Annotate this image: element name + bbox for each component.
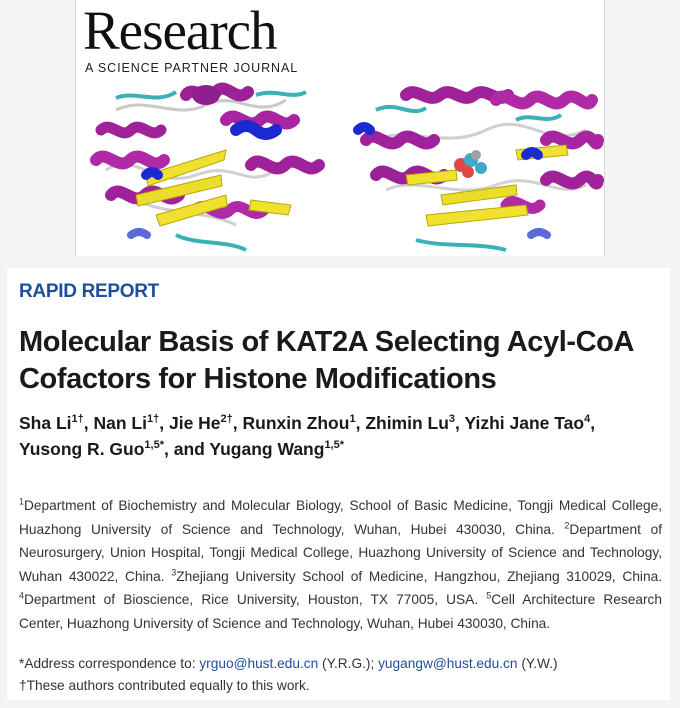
author-affiliation: 1,5* <box>144 439 164 452</box>
author-name: Yugang Wang <box>209 439 325 459</box>
author-affiliation: 2† <box>220 413 233 426</box>
affiliation-number: 4 <box>19 590 25 601</box>
correspondence-prefix: *Address correspondence to: <box>19 656 200 671</box>
author-separator: , <box>83 413 94 433</box>
title-line-2: Cofactors for Histone Modifications <box>19 363 497 395</box>
correspondence-line <box>19 653 558 675</box>
author-affiliation: 1† <box>71 413 84 426</box>
author-affiliation: 1† <box>146 413 160 426</box>
author-affiliation: 1,5* <box>324 439 345 452</box>
affiliation-text: Department of Biochemistry and Molecular Biology, School of Basic Medicine, Tongji Medical College, Huazhong University of Science and Technology, Wuhan, Hubei 430030, China. <box>19 498 662 537</box>
title-line-1: Molecular Basis of KAT2A Selecting Acyl-CoA <box>19 326 635 358</box>
correspondence-initials-2: (Y.W.) <box>517 656 558 671</box>
author-name: Yizhi Jane Tao <box>464 413 585 433</box>
affiliation-number: 1 <box>19 496 25 507</box>
email-link-guo[interactable]: yrguo@hust.edu.cn <box>199 656 319 671</box>
author-name: Nan Li <box>93 413 147 433</box>
affiliation-text: Zhejiang University School of Medicine, Hangzhou, Zhejiang 310029, China. <box>176 568 662 584</box>
journal-subtitle: A SCIENCE PARTNER JOURNAL <box>85 61 299 75</box>
correspondence-initials-1: (Y.R.G.); <box>318 656 379 671</box>
article-header-card <box>7 268 670 700</box>
journal-name: Research <box>83 0 277 61</box>
affiliations <box>19 494 662 635</box>
protein-structure-left <box>96 85 319 250</box>
author-name: Zhimin Lu <box>365 413 449 433</box>
author-separator: , and <box>164 439 210 459</box>
correspondence-block <box>19 653 558 697</box>
author-list <box>19 410 659 462</box>
author-affiliation: 4 <box>584 413 591 426</box>
affiliation-text: Department of Bioscience, Rice University, Houston, TX 77005, USA. <box>24 592 487 607</box>
protein-structure-images <box>76 0 604 256</box>
author-affiliation: 3 <box>448 413 456 426</box>
affiliation-number: 3 <box>171 566 177 577</box>
article-title <box>19 324 659 398</box>
author-separator: , <box>232 413 243 433</box>
protein-structure-right <box>358 92 598 250</box>
journal-cover <box>75 0 605 256</box>
affiliation-number: 5 <box>486 590 492 601</box>
author-name: Jie He <box>168 413 221 433</box>
author-affiliation: 1 <box>349 413 356 426</box>
affiliation-text: Department of Neurosurgery, Union Hospital, Tongji Medical College, Huazhong University of Science and Technology, Wuhan 430022, China. <box>19 521 662 584</box>
author-name: Sha Li <box>19 413 72 433</box>
author-separator: , <box>355 413 366 433</box>
affiliation-text: Cell Architecture Research Center, Huazhong University of Science and Technology, Wuhan, Hubei 430030, China. <box>19 592 662 631</box>
author-name: Yusong R. Guo <box>19 439 145 459</box>
author-separator: , <box>159 413 169 433</box>
email-link-wang[interactable]: yugangw@hust.edu.cn <box>378 656 518 671</box>
author-separator: , <box>455 413 465 433</box>
author-separator: , <box>590 413 596 433</box>
author-name: Runxin Zhou <box>242 413 350 433</box>
affiliation-number: 2 <box>564 519 570 530</box>
equal-contribution-note: †These authors contributed equally to this work. <box>19 678 310 693</box>
article-type-label: RAPID REPORT <box>19 281 159 302</box>
